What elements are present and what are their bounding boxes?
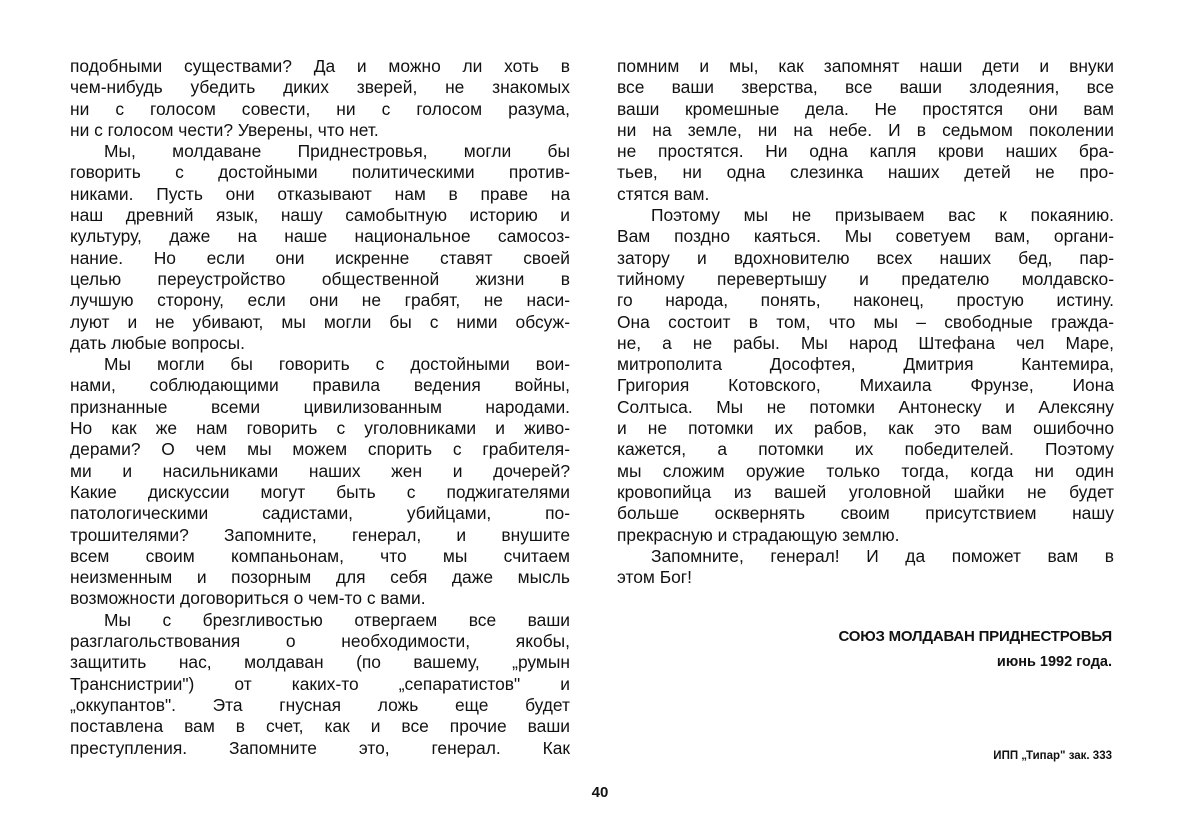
right-column-line: затору и вдохновителю всех наших бед, пар- [617, 247, 1114, 268]
left-column-line: Мы, молдаване Приднестровья, могли бы [104, 141, 570, 162]
left-column-line: нами, соблюдающими правила ведения войны, [70, 375, 570, 396]
left-column-line: защитить нас, молдаван (по вашему, „румын [70, 652, 570, 673]
right-column-line: все ваши зверства, все ваши злодеяния, все [617, 77, 1114, 98]
right-column-line: Солтыса. Мы не потомки Антонеску и Алексяну [617, 396, 1114, 417]
left-column-line: разглагольствования о необходимости, якобы, [70, 631, 570, 652]
right-column-line: митрополита Дософтея, Дмитрия Кантемира, [617, 354, 1114, 375]
left-column-line: ни с голосом чести? Уверены, что нет. [70, 119, 379, 140]
page-number: 40 [591, 784, 609, 801]
left-column-line: Какие дискуссии могут быть с поджигателями [70, 481, 570, 502]
right-column-line: мы сложим оружие только тогда, когда ни один [617, 460, 1114, 481]
left-column-line: дерами? О чем мы можем спорить с грабителя- [70, 439, 570, 460]
right-column-line: кажется, а потомки их победителей. Поэтому [617, 439, 1114, 460]
left-column-line: Но как же нам говорить с уголовниками и живо- [70, 418, 570, 439]
left-column-line: луют и не убивают, мы могли бы с ними обсуж- [70, 311, 570, 332]
left-column-line: нание. Но если они искренне ставят своей [70, 247, 570, 268]
printer-imprint: ИПП „Типар" зак. 333 [993, 750, 1112, 762]
left-column-line: никами. Пусть они отказывают нам в праве на [70, 183, 570, 204]
right-column-line: и не потомки их рабов, как это вам ошибочно [617, 418, 1114, 439]
right-column-line: тьев, ни одна слезинка наших детей не про- [617, 162, 1114, 183]
left-column-line: трошителями? Запомните, генерал, и внушите [70, 524, 570, 545]
signature-organization: СОЮЗ МОЛДАВАН ПРИДНЕСТРОВЬЯ [838, 628, 1112, 645]
left-column-line: ни с голосом совести, ни с голосом разума, [70, 98, 570, 119]
right-column-line: Григория Котовского, Михаила Фрунзе, Иона [617, 375, 1114, 396]
left-text-column [70, 56, 570, 759]
signature-date: июнь 1992 года. [996, 654, 1112, 670]
left-column-line: лучшую сторону, если они не грабят, не наси- [70, 290, 570, 311]
right-column-line: помним и мы, как запомнят наши дети и внуки [617, 56, 1114, 76]
right-column-line: Она состоит в том, что мы – свободные гражда- [617, 311, 1114, 332]
right-column-line: кровопийца из вашей уголовной шайки не будет [617, 481, 1114, 502]
left-column-line: поставлена вам в счет, как и все прочие ваши [70, 716, 570, 737]
left-column-line: всем своим компаньонам, что мы считаем [70, 545, 570, 566]
left-column-line: говорить с достойными политическими против- [70, 162, 570, 183]
left-column-line: дать любые вопросы. [70, 332, 245, 353]
left-column-line: Транснистрии") от каких-то „сепаратистов" и [70, 673, 570, 694]
right-column-line: не, а не рабы. Мы народ Штефана чел Маре, [617, 332, 1114, 353]
left-column-line: целью переустройство общественной жизни в [70, 268, 570, 289]
right-column-line: ни на земле, ни на небе. И в седьмом поколении [617, 119, 1114, 140]
right-column-line: тийному перевертышу и предателю молдавско- [617, 268, 1114, 289]
left-column-line: „оккупантов". Эта гнусная ложь еще будет [70, 694, 570, 715]
right-column-line: больше осквернять своим присутствием нашу [617, 503, 1114, 524]
left-column-line: Мы могли бы говорить с достойными вои- [104, 354, 570, 375]
left-column-line: преступления. Запомните это, генерал. Как [70, 737, 570, 758]
right-text-column [617, 56, 1114, 588]
right-column-line: Поэтому мы не призываем вас к покаянию. [651, 205, 1114, 226]
right-column-line: этом Бог! [617, 567, 692, 588]
right-column-line: стятся вам. [617, 183, 710, 204]
right-column-line: го народа, понять, наконец, простую истину. [617, 290, 1114, 311]
left-column-line: подобными существами? Да и можно ли хоть в [70, 56, 570, 76]
left-column-line: Мы с брезгливостью отвергаем все ваши [104, 609, 570, 630]
left-column-line: наш древний язык, нашу самобытную историю и [70, 205, 570, 226]
right-column-line: Вам поздно каяться. Мы советуем вам, органи- [617, 226, 1114, 247]
right-column-line: прекрасную и страдающую землю. [617, 524, 900, 545]
left-column-line: патологическими садистами, убийцами, по- [70, 503, 570, 524]
right-column-line: ваши кромешные дела. Не простятся они вам [617, 98, 1114, 119]
left-column-line: ми и насильниками наших жен и дочерей? [70, 460, 570, 481]
left-column-line: чем-нибудь убедить диких зверей, не знакомых [70, 77, 570, 98]
left-column-line: культуру, даже на наше национальное самосоз- [70, 226, 570, 247]
left-column-line: признанные всеми цивилизованным народами. [70, 396, 570, 417]
left-column-line: возможности договориться о чем-то с вами. [70, 588, 426, 609]
right-column-line: не простятся. Ни одна капля крови наших бра- [617, 141, 1114, 162]
right-column-line: Запомните, генерал! И да поможет вам в [651, 545, 1114, 566]
left-column-line: неизменным и позорным для себя даже мысль [70, 567, 570, 588]
